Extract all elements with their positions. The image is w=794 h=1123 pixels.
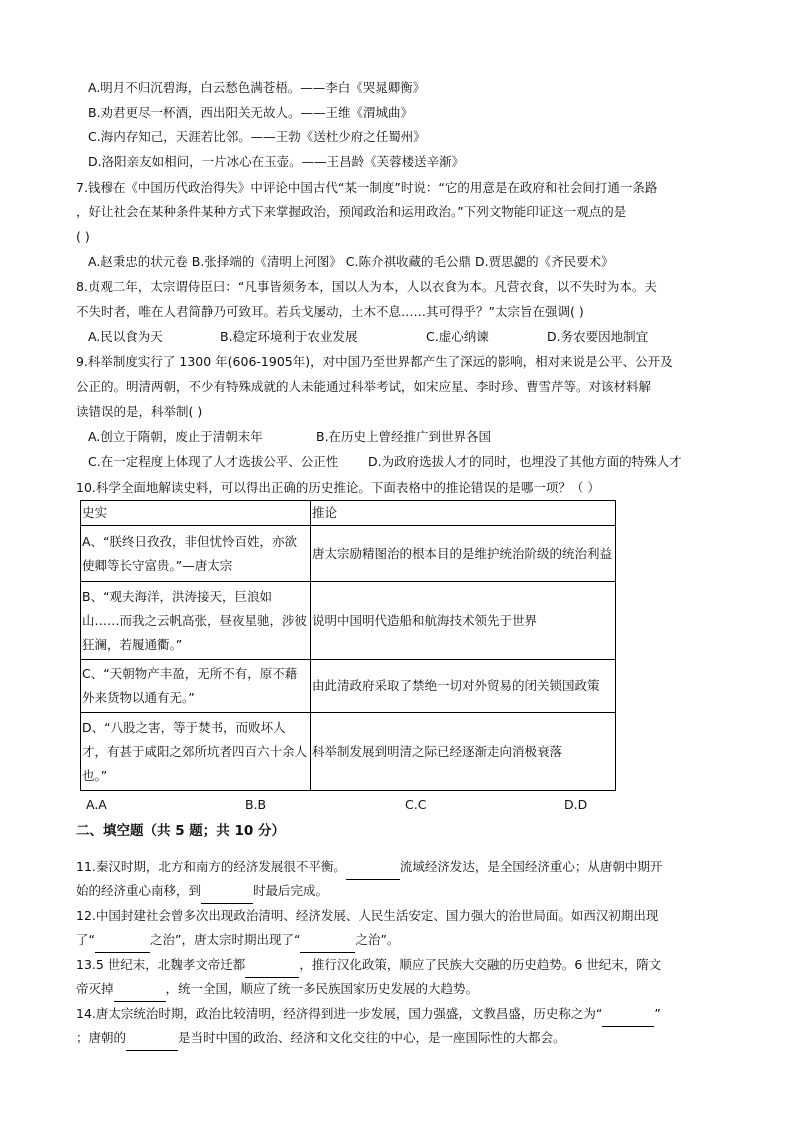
q10-option-c: C.C	[405, 797, 427, 812]
q8-stem-line2: 不失时者，唯在人君简静乃可致耳。若兵戈屡动，土木不息……其可得乎？”太宗旨在强调( )	[76, 304, 584, 319]
q8-option-c: C.虚心纳谏	[426, 329, 489, 344]
table-cell-fact: C、“天朝物产丰盈，无所不有，原不藉外来货物以通有无。”	[81, 660, 311, 713]
q14-blank-1[interactable]	[602, 1002, 654, 1027]
q11-line1	[76, 855, 662, 880]
q9-stem-line3: 读错误的是，科举制( )	[76, 404, 203, 419]
q9-option-c: C.在一定程度上体现了人才选拔公平、公正性	[88, 454, 339, 469]
table-cell-inference: 唐太宗励精图治的根本目的是维护统治阶级的统治利益	[311, 526, 616, 582]
q13-text-2: ，推行汉化政策，顺应了民族大交融的历史趋势。6 世纪末，隋文	[299, 957, 662, 972]
q8-option-a: A.民以食为天	[88, 329, 163, 344]
q9-stem-line2: 公正的。明清两朝，不少有特殊成就的人未能通过科举考试，如宋应星、李时珍、曹雪芹等。对该材料解	[76, 379, 652, 394]
q9-option-a: A.创立于隋朝，废止于清朝末年	[88, 429, 263, 444]
q7-stem-line3: ( )	[76, 229, 90, 244]
table-header-row	[81, 501, 616, 526]
section-title-fill-in: 二、填空题（共 5 题；共 10 分）	[76, 823, 285, 839]
q11-line2	[76, 879, 328, 904]
q12-blank-1[interactable]	[95, 928, 150, 953]
q10-option-b: B.B	[245, 797, 267, 812]
table-row	[81, 660, 616, 713]
q14-line1	[76, 1002, 661, 1027]
q7-stem-line2: ，好让社会在某种条件某种方式下来掌握政治，预闻政治和运用政治。”下列文物能印证这一观点的是	[76, 204, 627, 219]
q11-text-4: 时最后完成。	[253, 883, 329, 898]
q14-text-3: ；唐朝的	[76, 1030, 127, 1045]
q10-stem: 10.科学全面地解读史料，可以得出正确的历史推论。下面表格中的推论错误的是哪一项？（ ）	[76, 480, 600, 495]
table-header-inference: 推论	[311, 501, 616, 526]
q13-text-4: ，统一全国，顺应了统一多民族国家历史发展的大趋势。	[165, 981, 479, 996]
table-cell-inference: 由此清政府采取了禁绝一切对外贸易的闭关锁国政策	[311, 660, 616, 713]
q12-text-2: 之治”，唐太宗时期出现了“	[149, 932, 301, 947]
q13-text-1: 13.5 世纪末，北魏孝文帝迁都	[76, 957, 246, 972]
q7-stem-line1: 7.钱穆在《中国历代政治得失》中评论中国古代“某一制度”时说：“它的用意是在政府和社会间打通一条路	[76, 180, 658, 195]
q11-text-3: 始的经济重心南移，到	[76, 883, 202, 898]
q12-line1: 12.中国封建社会曾多次出现政治清明、经济发展、人民生活安定、国力强大的治世局面。如西汉初期出现	[76, 908, 659, 923]
q9-option-b: B.在历史上曾经推广到世界各国	[316, 429, 492, 444]
q14-text-4: 是当时中国的政治、经济和文化交往的中心，是一座国际性的大都会。	[178, 1030, 566, 1045]
q13-text-3: 帝灭掉	[76, 981, 114, 996]
table-row	[81, 713, 616, 791]
q9-option-d: D.为政府选拔人才的同时，也埋没了其他方面的特殊人才	[368, 454, 682, 469]
q10-history-table	[80, 500, 616, 791]
q13-blank-2[interactable]	[114, 977, 166, 1002]
q12-text-1: 了“	[76, 932, 95, 947]
table-row	[81, 526, 616, 582]
q14-blank-2[interactable]	[126, 1026, 178, 1051]
table-row	[81, 582, 616, 660]
q13-line1	[76, 953, 661, 978]
q8-stem-line1: 8.贞观二年，太宗谓侍臣曰：“凡事皆须务本，国以人为本，人以衣食为本。凡营衣食，以不失时为本。夫	[76, 279, 657, 294]
q12-line2	[76, 928, 399, 953]
q6-option-b: B.劝君更尽一杯酒，西出阳关无故人。——王维《渭城曲》	[88, 105, 414, 120]
table-cell-fact: A、“朕终日孜孜，非但忧怜百姓，亦欲使卿等长守富贵。”—唐太宗	[81, 526, 311, 582]
q11-blank-2[interactable]	[201, 879, 253, 904]
q6-option-a: A.明月不归沉碧海，白云愁色满苍梧。——李白《哭晁卿衡》	[88, 80, 426, 95]
q7-options: A.赵秉忠的状元卷 B.张择端的《清明上河图》 C.陈介祺收藏的毛公鼎 D.贾思勰的《齐民要术》	[88, 254, 614, 269]
q13-blank-1[interactable]	[245, 953, 299, 978]
q8-option-b: B.稳定环境利于农业发展	[220, 329, 358, 344]
q11-text-2: 流域经济发达，是全国经济重心；从唐朝中期开	[399, 859, 663, 874]
q6-option-c: C.海内存知己，天涯若比邻。——王勃《送杜少府之任蜀州》	[88, 129, 426, 144]
q14-line2	[76, 1026, 566, 1051]
table-cell-fact: D、“八股之害，等于焚书，而败坏人才，有甚于咸阳之郊所坑者四百六十余人也。”	[81, 713, 311, 791]
q6-option-d: D.洛阳亲友如相问，一片冰心在玉壶。——王昌龄《芙蓉楼送辛渐》	[88, 154, 465, 169]
q14-text-1: 14.唐太宗统治时期，政治比较清明，经济得到进一步发展，国力强盛，文教昌盛，历史称之为“	[76, 1006, 603, 1021]
table-cell-fact: B、“观夫海洋，洪涛接天，巨浪如山……而我之云帆高张，昼夜星驰，涉彼狂澜，若履通衢。”	[81, 582, 311, 660]
q8-option-d: D.务农要因地制宜	[547, 329, 649, 344]
q12-text-3: 之治”。	[355, 932, 400, 947]
table-cell-inference: 科举制发展到明清之际已经逐渐走向消极衰落	[311, 713, 616, 791]
q9-stem-line1: 9.科举制度实行了 1300 年(606-1905年)，对中国乃至世界都产生了深远的影响，相对来说是公平、公开及	[76, 354, 673, 369]
q10-option-a: A.A	[86, 797, 107, 812]
table-cell-inference: 说明中国明代造船和航海技术领先于世界	[311, 582, 616, 660]
q11-blank-1[interactable]	[346, 855, 400, 880]
q13-line2	[76, 977, 478, 1002]
q12-blank-2[interactable]	[300, 928, 355, 953]
q11-text-1: 11.秦汉时期，北方和南方的经济发展很不平衡。	[76, 859, 346, 874]
q14-text-2: ”	[654, 1006, 661, 1021]
table-header-fact: 史实	[81, 501, 311, 526]
q10-option-d: D.D	[564, 797, 588, 812]
